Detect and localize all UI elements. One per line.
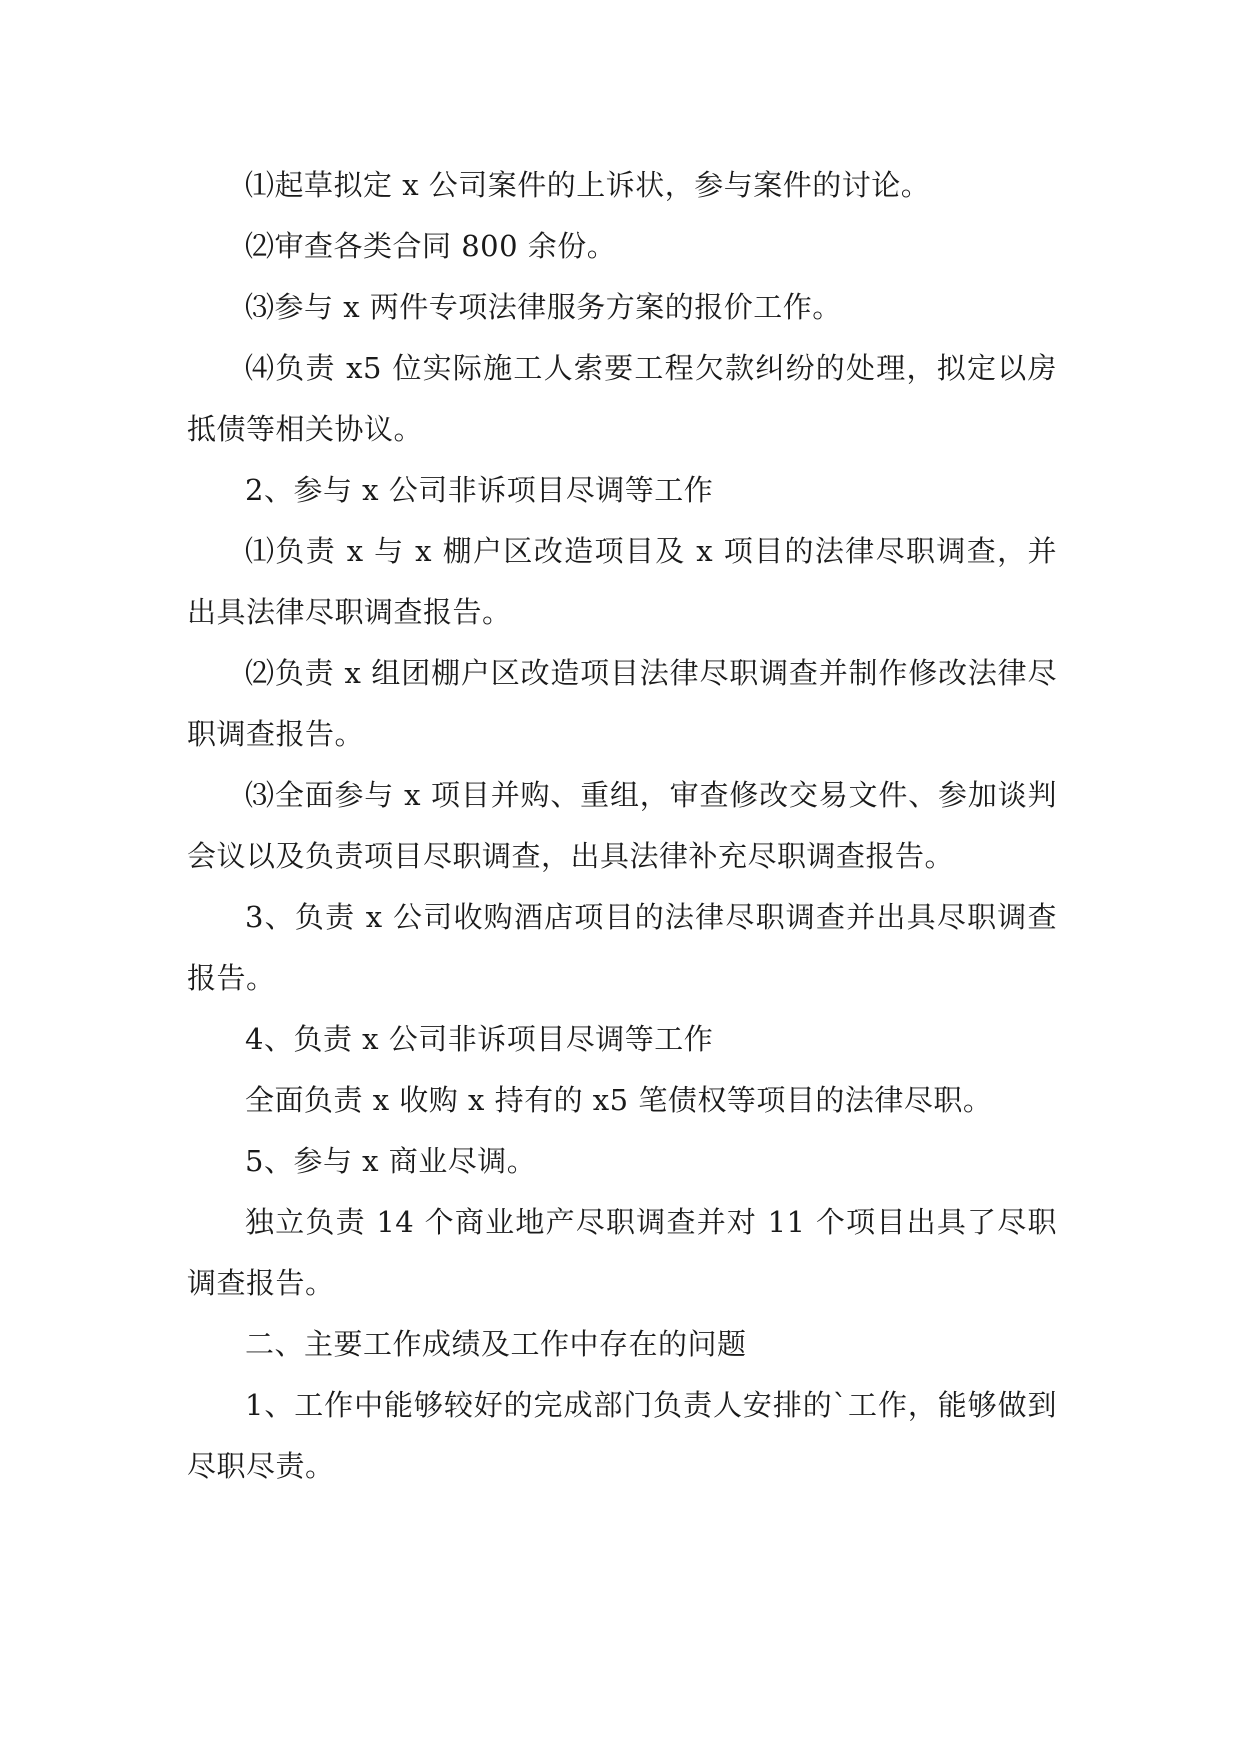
paragraph-2-1-due-diligence: ⑴负责 x 与 x 棚户区改造项目及 x 项目的法律尽职调查，并出具法律尽职调查报告。 <box>187 534 1057 629</box>
paragraph-achievement-1: 1、工作中能够较好的完成部门负责人安排的`工作，能够做到尽职尽责。 <box>187 1388 1057 1483</box>
section-4-heading: 4、负责 x 公司非诉项目尽调等工作 <box>245 1022 714 1056</box>
paragraph-4-debt-due-diligence: 全面负责 x 收购 x 持有的 x5 笔债权等项目的法律尽职。 <box>245 1083 993 1117</box>
section-2-heading: 2、参与 x 公司非诉项目尽调等工作 <box>245 473 714 507</box>
paragraph-2-3-merger-restructuring: ⑶全面参与 x 项目并购、重组，审查修改交易文件、参加谈判会议以及负责项目尽职调查，出具法律补充尽职调查报告。 <box>187 778 1057 873</box>
document-body <box>187 155 1057 1497</box>
paragraph-1-4-arrears-dispute: ⑷负责 x5 位实际施工人索要工程欠款纠纷的处理，拟定以房抵债等相关协议。 <box>187 351 1057 446</box>
paragraph-1-2-review-contracts: ⑵审查各类合同 800 余份。 <box>245 229 617 263</box>
paragraph-2-2-group-due-diligence: ⑵负责 x 组团棚户区改造项目法律尽职调查并制作修改法律尽职调查报告。 <box>187 656 1057 751</box>
paragraph-5-commercial-due-diligence: 独立负责 14 个商业地产尽职调查并对 11 个项目出具了尽职调查报告。 <box>187 1205 1057 1300</box>
paragraph-1-1-draft-appeal: ⑴起草拟定 x 公司案件的上诉状，参与案件的讨论。 <box>245 168 931 202</box>
paragraph-1-3-quotation-work: ⑶参与 x 两件专项法律服务方案的报价工作。 <box>245 290 842 324</box>
section-3-hotel-acquisition: 3、负责 x 公司收购酒店项目的法律尽职调查并出具尽职调查报告。 <box>187 900 1057 995</box>
part-2-heading: 二、主要工作成绩及工作中存在的问题 <box>245 1327 747 1361</box>
section-5-heading: 5、参与 x 商业尽调。 <box>245 1144 537 1178</box>
